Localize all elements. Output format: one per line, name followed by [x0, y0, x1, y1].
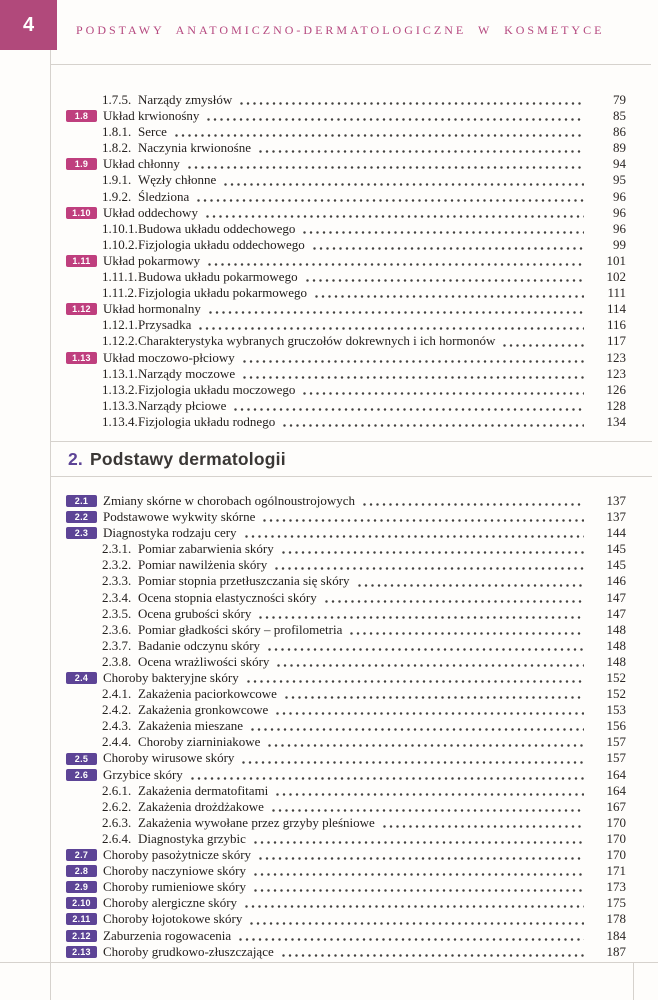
dot-leader — [199, 327, 584, 330]
entry-page-number: 86 — [613, 124, 626, 140]
entry-title: Diagnostyka rodzaju cery — [103, 525, 237, 541]
entry-title: Zaburzenia rogowacenia — [103, 927, 232, 943]
toc-entry — [66, 606, 626, 622]
entry-number: 2.6.4. — [102, 830, 132, 846]
entry-title: Narządy płciowe — [138, 397, 227, 413]
dot-leader — [191, 777, 584, 780]
dot-leader — [363, 503, 584, 506]
entry-page-number: 99 — [613, 236, 626, 252]
toc-entry — [66, 879, 626, 895]
entry-page-number: 153 — [606, 702, 626, 718]
entry-page-number: 164 — [606, 782, 626, 798]
entry-page-number: 96 — [613, 188, 626, 204]
entry-number: 2.3.6. — [102, 621, 132, 637]
section-badge: 2.4 — [66, 672, 97, 684]
entry-number: 1.13.1. — [102, 365, 138, 381]
entry-title: Choroby naczyniowe skóry — [103, 863, 246, 879]
entry-number: 2.4.4. — [102, 734, 132, 750]
entry-number: 1.12.2. — [102, 333, 138, 349]
entry-number: 2.3.5. — [102, 605, 132, 621]
entry-number: 2.3.8. — [102, 653, 132, 669]
entry-title: Fizjologia układu pokarmowego — [138, 285, 307, 301]
toc-entry — [66, 654, 626, 670]
entry-page-number: 85 — [613, 108, 626, 124]
entry-page-number: 145 — [606, 541, 626, 557]
section-badge: 2.12 — [66, 930, 97, 942]
dot-leader — [247, 680, 584, 683]
toc-entry — [66, 847, 626, 863]
entry-page-number: 148 — [606, 637, 626, 653]
section-badge: 2.7 — [66, 849, 97, 861]
right-margin-rule — [633, 962, 634, 1000]
footer-rule — [0, 962, 658, 963]
table-of-contents — [66, 92, 626, 960]
entry-page-number: 96 — [613, 204, 626, 220]
entry-page-number: 157 — [606, 750, 626, 766]
toc-entry — [66, 750, 626, 766]
toc-entry — [66, 493, 626, 509]
toc-entry — [66, 382, 626, 398]
section-badge: 2.11 — [66, 913, 97, 925]
section-badge: 1.12 — [66, 303, 97, 315]
dot-leader — [245, 905, 584, 908]
entry-title: Badanie odczynu skóry — [138, 637, 261, 653]
dot-leader — [207, 118, 584, 121]
toc-entry — [66, 895, 626, 911]
dot-leader — [285, 696, 584, 699]
dot-leader — [315, 295, 584, 298]
entry-page-number: 152 — [606, 686, 626, 702]
toc-entry — [66, 622, 626, 638]
toc-entry — [66, 590, 626, 606]
entry-page-number: 167 — [606, 798, 626, 814]
dot-leader — [239, 938, 584, 941]
entry-number: 2.3.1. — [102, 541, 132, 557]
toc-entry — [66, 398, 626, 414]
section-badge: 1.11 — [66, 255, 97, 267]
entry-title: Pomiar zabarwienia skóry — [138, 541, 274, 557]
section-badge: 1.8 — [66, 110, 97, 122]
entry-title: Choroby pasożytnicze skóry — [103, 847, 252, 863]
dot-leader — [259, 857, 584, 860]
entry-number: 1.13.2. — [102, 381, 138, 397]
toc-entry — [66, 718, 626, 734]
toc-entry — [66, 831, 626, 847]
section-badge: 2.6 — [66, 769, 97, 781]
entry-page-number: 170 — [606, 847, 626, 863]
entry-title: Budowa układu pokarmowego — [138, 269, 298, 285]
toc-part-2 — [66, 493, 626, 960]
toc-entry — [66, 301, 626, 317]
dot-leader — [283, 424, 584, 427]
entry-title: Narządy zmysłów — [138, 92, 233, 107]
entry-number: 1.10.2. — [102, 236, 138, 252]
entry-title: Zmiany skórne w chorobach ogólnoustrojowych — [103, 492, 356, 508]
entry-title: Zakażenia gronkowcowe — [138, 702, 269, 718]
entry-title: Pomiar nawilżenia skóry — [138, 557, 268, 573]
dot-leader — [234, 408, 584, 411]
entry-number: 2.3.3. — [102, 573, 132, 589]
entry-page-number: 146 — [606, 573, 626, 589]
entry-number: 1.9.1. — [102, 172, 132, 188]
toc-entry — [66, 189, 626, 205]
entry-page-number: 184 — [606, 927, 626, 943]
entry-number: 2.6.1. — [102, 782, 132, 798]
dot-leader — [263, 519, 584, 522]
dot-leader — [325, 600, 584, 603]
dot-leader — [276, 793, 584, 796]
entry-page-number: 173 — [606, 879, 626, 895]
dot-leader — [268, 648, 584, 651]
toc-entry — [66, 670, 626, 686]
entry-page-number: 116 — [606, 317, 626, 333]
toc-entry — [66, 525, 626, 541]
dot-leader — [259, 616, 584, 619]
entry-number: 2.6.3. — [102, 814, 132, 830]
toc-entry — [66, 638, 626, 654]
entry-page-number: 137 — [606, 509, 626, 525]
entry-number: 1.7.5. — [102, 92, 132, 107]
entry-page-number: 164 — [606, 766, 626, 782]
section-badge: 2.5 — [66, 753, 97, 765]
header-rule — [50, 64, 651, 65]
entry-page-number: 96 — [613, 220, 626, 236]
dot-leader — [254, 873, 584, 876]
dot-leader — [350, 632, 584, 635]
entry-title: Zakażenia drożdżakowe — [138, 798, 264, 814]
dot-leader — [303, 392, 584, 395]
dot-leader — [254, 841, 584, 844]
section-badge: 2.13 — [66, 946, 97, 958]
entry-page-number: 79 — [613, 92, 626, 107]
entry-title: Przysadka — [138, 317, 192, 333]
toc-entry — [66, 573, 626, 589]
dot-leader — [272, 809, 584, 812]
section-badge: 2.8 — [66, 865, 97, 877]
entry-number: 2.6.2. — [102, 798, 132, 814]
entry-title: Układ oddechowy — [103, 204, 198, 220]
entry-page-number: 123 — [606, 365, 626, 381]
entry-number: 1.13.4. — [102, 413, 138, 429]
dot-leader — [188, 166, 584, 169]
entry-page-number: 126 — [606, 381, 626, 397]
entry-title: Diagnostyka grzybic — [138, 830, 246, 846]
dot-leader — [254, 889, 584, 892]
dot-leader — [206, 215, 584, 218]
entry-page-number: 89 — [613, 140, 626, 156]
entry-title: Choroby bakteryjne skóry — [103, 670, 239, 685]
entry-page-number: 147 — [606, 589, 626, 605]
entry-title: Choroby wirusowe skóry — [103, 750, 235, 766]
dot-leader — [251, 728, 584, 731]
dot-leader — [175, 134, 584, 137]
dot-leader — [276, 712, 584, 715]
entry-title: Pomiar stopnia przetłuszczania się skóry — [138, 573, 350, 589]
entry-title: Układ krwionośny — [103, 108, 200, 124]
section-2-title: Podstawy dermatologii — [90, 448, 286, 469]
toc-entry — [66, 702, 626, 718]
entry-page-number: 94 — [613, 156, 626, 172]
left-margin-rule — [50, 50, 51, 1000]
section-badge: 2.1 — [66, 495, 97, 507]
entry-title: Śledziona — [138, 188, 190, 204]
section-badge: 2.9 — [66, 881, 97, 893]
entry-page-number: 145 — [606, 557, 626, 573]
entry-title: Naczynia krwionośne — [138, 140, 251, 156]
entry-number: 1.12.1. — [102, 317, 138, 333]
entry-title: Ocena stopnia elastyczności skóry — [138, 589, 317, 605]
entry-number: 2.3.7. — [102, 637, 132, 653]
entry-title: Układ moczowo-płciowy — [103, 349, 235, 365]
entry-title: Układ chłonny — [103, 156, 180, 172]
toc-entry — [66, 269, 626, 285]
entry-title: Choroby rumieniowe skóry — [103, 879, 246, 895]
entry-title: Choroby ziarniniakowe — [138, 734, 261, 750]
toc-entry — [66, 815, 626, 831]
toc-entry — [66, 767, 626, 783]
entry-page-number: 144 — [606, 525, 626, 541]
entry-title: Ocena wrażliwości skóry — [138, 653, 270, 669]
section-badge: 2.3 — [66, 527, 97, 539]
entry-number: 1.10.1. — [102, 220, 138, 236]
entry-title: Budowa układu oddechowego — [138, 220, 296, 236]
section-badge: 1.9 — [66, 158, 97, 170]
entry-title: Narządy moczowe — [138, 365, 236, 381]
entry-title: Fizjologia układu oddechowego — [138, 236, 305, 252]
entry-page-number: 137 — [606, 492, 626, 508]
entry-number: 1.13.3. — [102, 397, 138, 413]
entry-title: Pomiar gładkości skóry – profilometria — [138, 621, 343, 637]
toc-entry — [66, 366, 626, 382]
entry-number: 2.4.3. — [102, 718, 132, 734]
dot-leader — [268, 744, 584, 747]
entry-number: 2.3.2. — [102, 557, 132, 573]
toc-entry — [66, 108, 626, 124]
toc-entry — [66, 140, 626, 156]
dot-leader — [282, 551, 584, 554]
entry-title: Podstawowe wykwity skórne — [103, 509, 256, 525]
toc-entry — [66, 414, 626, 430]
entry-title: Zakażenia mieszane — [138, 718, 244, 734]
entry-title: Układ pokarmowy — [103, 252, 201, 268]
entry-title: Fizjologia układu moczowego — [138, 381, 296, 397]
entry-title: Zakażenia paciorkowcowe — [138, 686, 277, 702]
entry-page-number: 187 — [606, 943, 626, 959]
entry-page-number: 123 — [606, 349, 626, 365]
toc-entry — [66, 237, 626, 253]
entry-page-number: 148 — [606, 653, 626, 669]
entry-page-number: 148 — [606, 621, 626, 637]
entry-page-number: 175 — [606, 895, 626, 911]
entry-page-number: 111 — [607, 285, 626, 301]
entry-title: Ocena grubości skóry — [138, 605, 252, 621]
dot-leader — [259, 150, 584, 153]
entry-title: Choroby grudkowo-złuszczające — [103, 943, 274, 959]
toc-entry — [66, 172, 626, 188]
section-2-heading — [50, 441, 652, 477]
entry-page-number: 178 — [606, 911, 626, 927]
toc-part-1 — [66, 92, 626, 430]
dot-leader — [243, 376, 584, 379]
entry-page-number: 101 — [606, 252, 626, 268]
dot-leader — [224, 183, 584, 186]
entry-page-number: 117 — [606, 333, 626, 349]
section-badge: 1.10 — [66, 207, 97, 219]
toc-entry — [66, 911, 626, 927]
page-number-box — [0, 0, 57, 50]
entry-page-number: 152 — [606, 670, 626, 685]
running-header-title: PODSTAWY ANATOMICZNO-DERMATOLOGICZNE W KOSMETYCE — [76, 23, 605, 37]
entry-page-number: 102 — [606, 269, 626, 285]
dot-leader — [282, 954, 584, 957]
toc-entry — [66, 317, 626, 333]
entry-page-number: 134 — [606, 413, 626, 429]
entry-title: Węzły chłonne — [138, 172, 217, 188]
toc-entry — [66, 221, 626, 237]
entry-page-number: 128 — [606, 397, 626, 413]
toc-entry — [66, 92, 626, 108]
entry-title: Choroby łojotokowe skóry — [103, 911, 243, 927]
dot-leader — [209, 311, 584, 314]
entry-page-number: 170 — [606, 814, 626, 830]
section-badge: 1.13 — [66, 352, 97, 364]
entry-title: Zakażenia wywołane przez grzyby pleśniowe — [138, 814, 375, 830]
entry-page-number: 170 — [606, 830, 626, 846]
dot-leader — [243, 360, 584, 363]
page-number: 4 — [22, 13, 35, 36]
entry-page-number: 157 — [606, 734, 626, 750]
dot-leader — [208, 263, 584, 266]
dot-leader — [245, 535, 584, 538]
dot-leader — [358, 584, 584, 587]
toc-entry — [66, 541, 626, 557]
entry-page-number: 147 — [606, 605, 626, 621]
section-2-number: 2. — [68, 448, 83, 469]
dot-leader — [303, 231, 584, 234]
toc-entry — [66, 734, 626, 750]
entry-number: 1.9.2. — [102, 188, 132, 204]
dot-leader — [503, 344, 584, 347]
toc-entry — [66, 509, 626, 525]
toc-entry — [66, 944, 626, 960]
entry-page-number: 114 — [606, 301, 626, 317]
toc-entry — [66, 285, 626, 301]
section-badge: 2.2 — [66, 511, 97, 523]
toc-entry — [66, 928, 626, 944]
dot-leader — [383, 825, 584, 828]
toc-entry — [66, 557, 626, 573]
toc-entry — [66, 156, 626, 172]
dot-leader — [306, 279, 584, 282]
entry-number: 2.4.1. — [102, 686, 132, 702]
entry-title: Serce — [138, 124, 167, 140]
toc-entry — [66, 799, 626, 815]
dot-leader — [313, 247, 584, 250]
entry-title: Zakażenia dermatofitami — [138, 782, 269, 798]
entry-number: 2.3.4. — [102, 589, 132, 605]
dot-leader — [242, 761, 584, 764]
dot-leader — [250, 922, 584, 925]
entry-number: 1.11.1. — [102, 269, 138, 285]
entry-title: Grzybice skóry — [103, 766, 183, 782]
dot-leader — [197, 199, 584, 202]
dot-leader — [240, 102, 584, 105]
toc-entry — [66, 333, 626, 349]
entry-page-number: 171 — [606, 863, 626, 879]
dot-leader — [275, 567, 584, 570]
toc-entry — [66, 124, 626, 140]
entry-title: Charakterystyka wybranych gruczołów dokrewnych i ich hormonów — [138, 333, 496, 349]
toc-entry — [66, 205, 626, 221]
entry-title: Choroby alergiczne skóry — [103, 895, 238, 911]
dot-leader — [277, 664, 584, 667]
entry-number: 1.11.2. — [102, 285, 138, 301]
entry-title: Układ hormonalny — [103, 301, 201, 317]
entry-page-number: 95 — [613, 172, 626, 188]
entry-page-number: 156 — [606, 718, 626, 734]
section-badge: 2.10 — [66, 897, 97, 909]
entry-title: Fizjologia układu rodnego — [138, 413, 276, 429]
toc-entry — [66, 253, 626, 269]
entry-number: 1.8.2. — [102, 140, 132, 156]
entry-number: 1.8.1. — [102, 124, 132, 140]
toc-entry — [66, 686, 626, 702]
toc-entry — [66, 783, 626, 799]
toc-entry — [66, 350, 626, 366]
toc-entry — [66, 863, 626, 879]
entry-number: 2.4.2. — [102, 702, 132, 718]
